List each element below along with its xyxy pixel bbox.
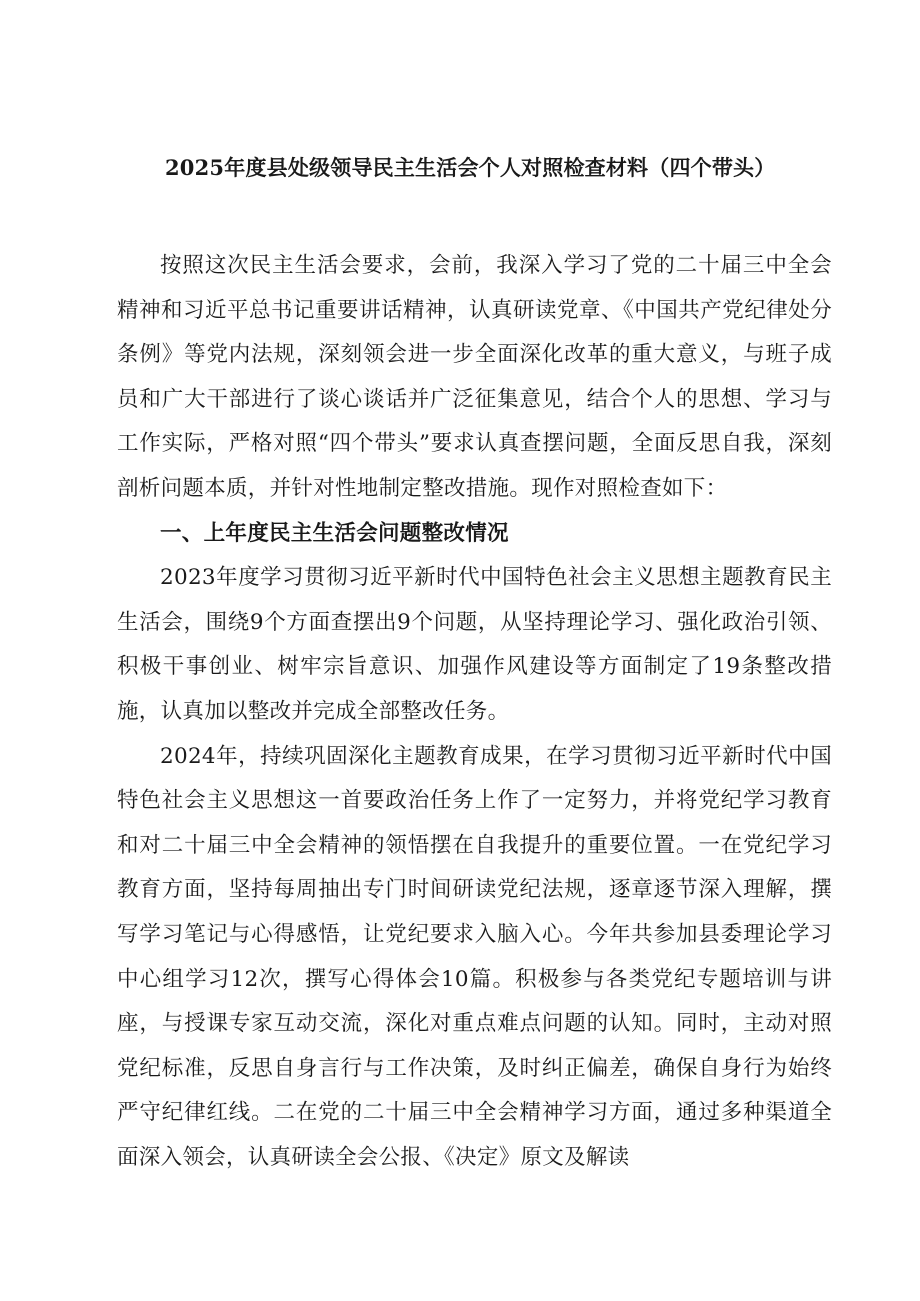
section-1-paragraph-1: 2023年度学习贯彻习近平新时代中国特色社会主义思想主题教育民主生活会，围绕9个方面查摆出9个问题，从坚持理论学习、强化政治引领、积极干事创业、树牢宗旨意识、加强作风建设等方面制定了19条整改措施，认真加以整改并完成全部整改任务。	[117, 565, 832, 724]
section-heading-1: 一、上年度民主生活会问题整改情况	[160, 520, 509, 546]
intro-paragraph: 按照这次民主生活会要求，会前，我深入学习了党的二十届三中全会精神和习近平总书记重要讲话精神，认真研读党章、《中国共产党纪律处分条例》等党内法规，深刻领会进一步全面深化改革的重大意义，与班子成员和广大干部进行了谈心谈话并广泛征集意见，结合个人的思想、学习与工作实际，严格对照“四个带头”要求认真查摆问题，全面反思自我，深刻剖析问题本质，并针对性地制定整改措施。现作对照检查如下：	[117, 253, 832, 501]
document-title: 2025年度县处级领导民主生活会个人对照检查材料（四个带头）	[165, 155, 776, 180]
document-body	[117, 244, 832, 1180]
section-1-paragraph-2: 2024年，持续巩固深化主题教育成果，在学习贯彻习近平新时代中国特色社会主义思想这一首要政治任务上作了一定努力，并将党纪学习教育和对二十届三中全会精神的领悟摆在自我提升的重要位置。一在党纪学习教育方面，坚持每周抽出专门时间研读党纪法规，逐章逐节深入理解，撰写学习笔记与心得感悟，让党纪要求入脑入心。今年共参加县委理论学习中心组学习12次，撰写心得体会10篇。积极参与各类党纪专题培训与讲座，与授课专家互动交流，深化对重点难点问题的认知。同时，主动对照党纪标准，反思自身言行与工作决策，及时纠正偏差，确保自身行为始终严守纪律红线。二在党的二十届三中全会精神学习方面，通过多种渠道全面深入领会，认真研读全会公报、《决定》原文及解读	[117, 743, 832, 1170]
